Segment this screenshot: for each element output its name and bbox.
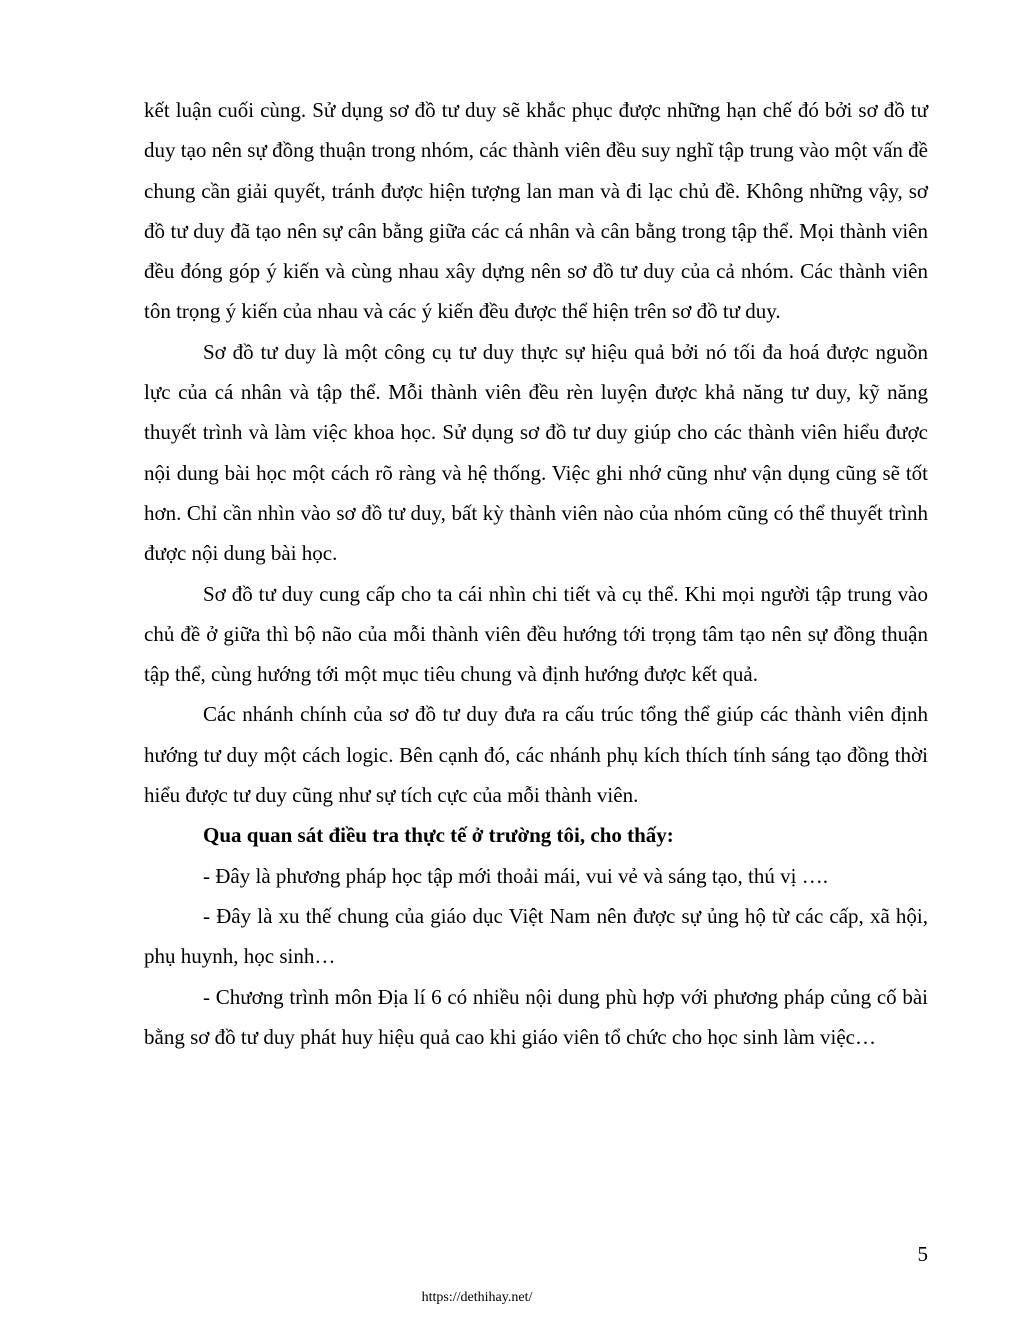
page-number: 5 xyxy=(917,1242,928,1266)
list-item: - Đây là phương pháp học tập mới thoải mái, vui vẻ và sáng tạo, thú vị …. xyxy=(203,863,828,888)
paragraph-mindmap-effective: Sơ đồ tư duy là một công cụ tư duy thực sự hiệu quả bởi nó tối đa hoá được nguồn lực của cá nhân và tập thể. Mỗi thành viên đều rèn luyện được khả năng tư duy, kỹ năng thuyết trình và làm việc khoa học. Sử dụng sơ đồ tư duy giúp cho các thành viên hiểu được nội dung bài học một cách rõ ràng và hệ thống. Việc ghi nhớ cũng như vận dụng cũng sẽ tốt hơn. Chỉ cần nhìn vào sơ đồ tư duy, bất kỳ thành viên nào của nhóm cũng có thể thuyết trình được nội dung bài học. xyxy=(144,339,928,566)
paragraph-continuation: kết luận cuối cùng. Sử dụng sơ đồ tư duy sẽ khắc phục được những hạn chế đó bởi sơ đồ tư duy tạo nên sự đồng thuận trong nhóm, các thành viên đều suy nghĩ tập trung vào một vấn đề chung cần giải quyết, tránh được hiện tượng lan man và đi lạc chủ đề. Không những vậy, sơ đồ tư duy đã tạo nên sự cân bằng giữa các cá nhân và cân bằng trong tập thể. Mọi thành viên đều đóng góp ý kiến và cùng nhau xây dựng nên sơ đồ tư duy của cả nhóm. Các thành viên tôn trọng ý kiến của nhau và các ý kiến đều được thể hiện trên sơ đồ tư duy. xyxy=(144,98,928,324)
survey-heading: Qua quan sát điều tra thực tế ở trường tôi, cho thấy: xyxy=(203,823,674,848)
list-item: - Đây là xu thế chung của giáo dục Việt Nam nên được sự ủng hộ từ các cấp, xã hội, phụ huynh, học sinh… xyxy=(144,903,928,969)
list-item: - Chương trình môn Địa lí 6 có nhiều nội dung phù hợp với phương pháp củng cố bài bằng sơ đồ tư duy phát huy hiệu quả cao khi giáo viên tổ chức cho học sinh làm việc… xyxy=(144,984,928,1049)
footer-url[interactable]: https://dethihay.net/ xyxy=(421,1290,533,1305)
paragraph-main-branches: Các nhánh chính của sơ đồ tư duy đưa ra cấu trúc tổng thể giúp các thành viên định hướng tư duy một cách logic. Bên cạnh đó, các nhánh phụ kích thích tính sáng tạo đồng thời hiểu được tư duy cũng như sự tích cực của mỗi thành viên. xyxy=(144,702,928,808)
paragraph-mindmap-detail: Sơ đồ tư duy cung cấp cho ta cái nhìn chi tiết và cụ thể. Khi mọi người tập trung vào chủ đề ở giữa thì bộ não của mỗi thành viên đều hướng tới trọng tâm tạo nên sự đồng thuận tập thể, cùng hướng tới một mục tiêu chung và định hướng được kết quả. xyxy=(144,581,928,687)
document-body xyxy=(144,90,928,1057)
